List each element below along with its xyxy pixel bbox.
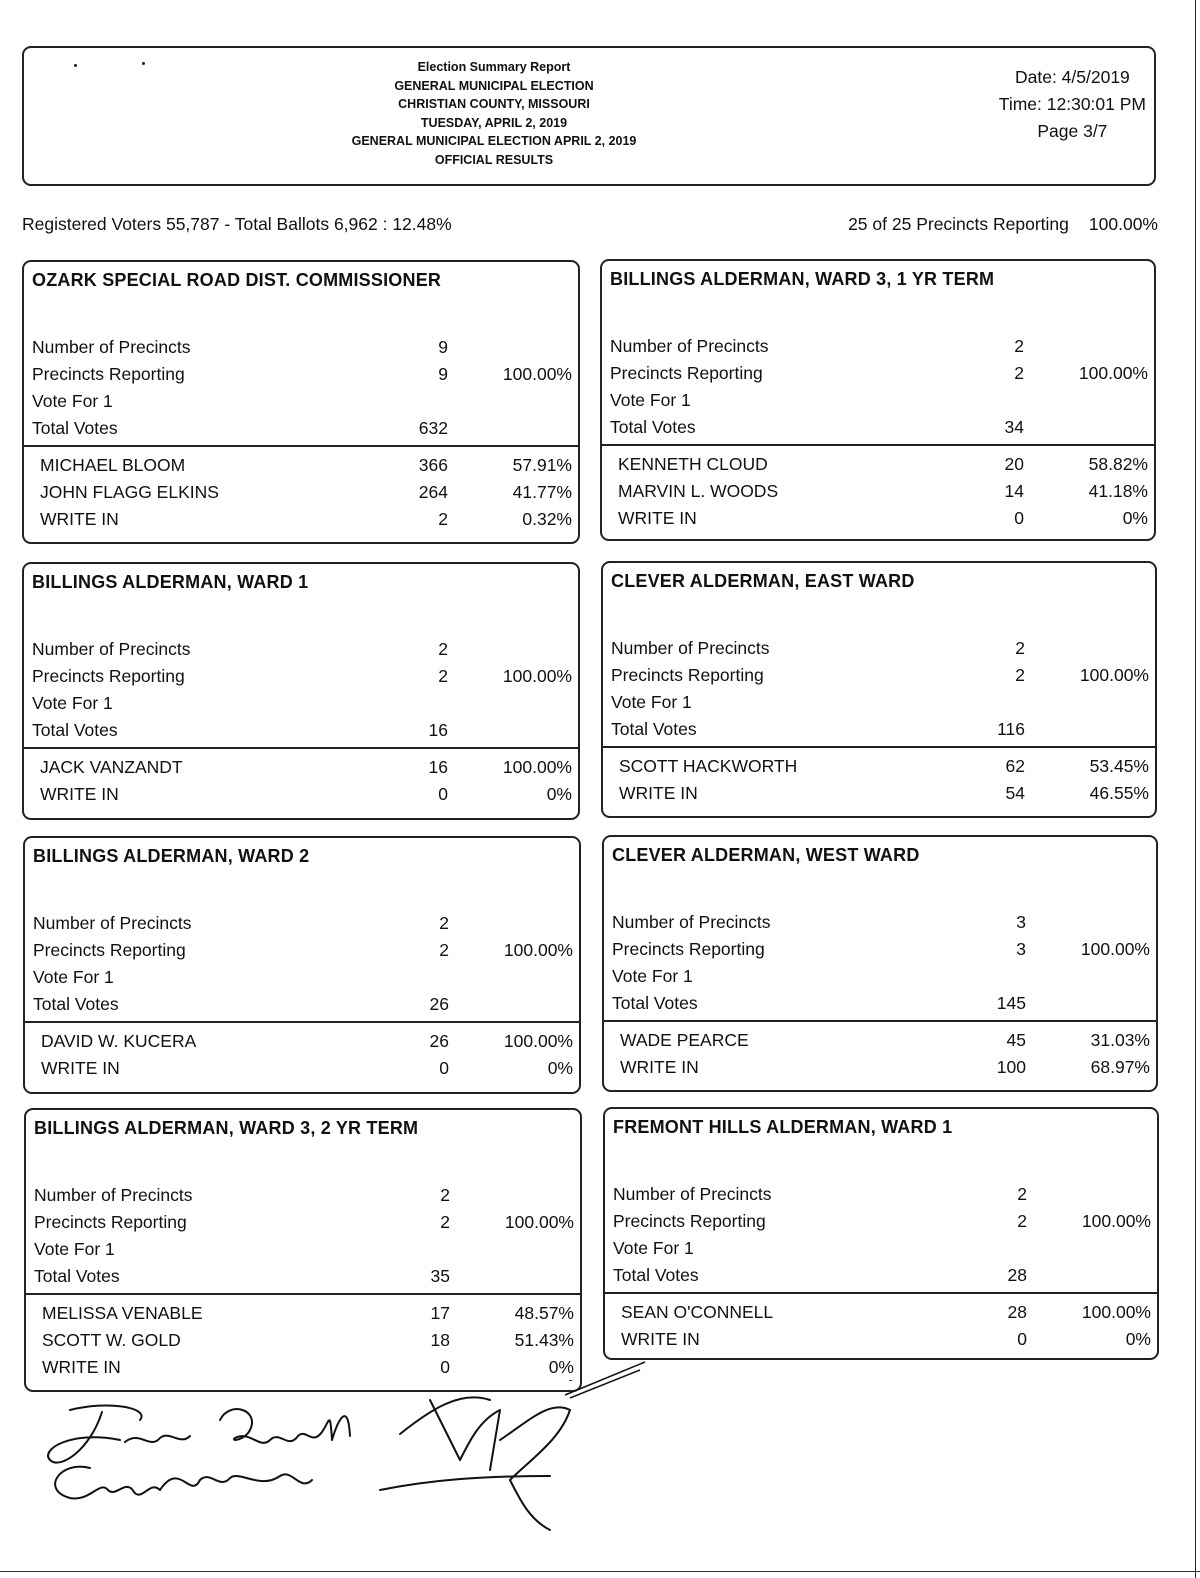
stat-label: Precincts Reporting (32, 364, 185, 384)
report-header (22, 46, 1156, 186)
contest-title: CLEVER ALDERMAN, EAST WARD (611, 571, 915, 591)
signature-stroke (55, 1467, 312, 1499)
candidate-votes: 0 (440, 1357, 450, 1377)
stat-row-total-votes (24, 415, 578, 442)
signature-tail (560, 1360, 650, 1400)
stat-row-reporting (604, 936, 1156, 963)
stat-value: 2 (438, 666, 448, 686)
contest-divider (604, 1020, 1156, 1022)
contest-title: BILLINGS ALDERMAN, WARD 2 (33, 846, 310, 866)
candidate-list (24, 754, 578, 808)
stat-label: Vote For 1 (33, 967, 114, 987)
report-title: Election Summary Report (417, 60, 571, 74)
stat-pct: 100.00% (503, 940, 573, 960)
contest-box (24, 1108, 582, 1392)
page-edge-bottom (0, 1571, 1200, 1572)
page-number: Page 3/7 (1037, 121, 1108, 141)
stat-row-reporting (26, 1209, 580, 1236)
candidate-pct: 46.55% (1089, 783, 1149, 803)
candidate-pct: 0% (547, 1058, 573, 1078)
candidate-list (602, 451, 1154, 532)
stat-label: Number of Precincts (34, 1185, 193, 1205)
stat-row-total-votes (24, 717, 578, 744)
contest-stats (603, 635, 1155, 743)
candidate-row (26, 1300, 580, 1327)
stat-label: Number of Precincts (32, 337, 191, 357)
contest-divider (605, 1292, 1157, 1294)
stat-value: 9 (438, 337, 448, 357)
scan-speck (74, 64, 77, 67)
candidate-votes: 28 (1007, 1302, 1027, 1322)
contest-divider (602, 444, 1154, 446)
stat-label: Total Votes (33, 994, 119, 1014)
candidate-votes: 264 (418, 482, 448, 502)
contest-stats (24, 636, 578, 744)
county-name: CHRISTIAN COUNTY, MISSOURI (398, 97, 590, 111)
stat-label: Precincts Reporting (613, 1211, 766, 1231)
signature-stroke (48, 1405, 141, 1462)
stat-value: 35 (430, 1266, 450, 1286)
candidate-pct: 100.00% (503, 1031, 573, 1051)
contest-divider (24, 747, 578, 749)
contest-stats (25, 910, 579, 1018)
report-meta (999, 64, 1146, 145)
candidate-votes: 45 (1006, 1030, 1026, 1050)
candidate-votes: 0 (439, 1058, 449, 1078)
stat-value: 16 (428, 720, 448, 740)
official-signatures (30, 1380, 650, 1540)
report-date: Date: 4/5/2019 (1014, 67, 1130, 87)
election-name: GENERAL MUNICIPAL ELECTION (394, 78, 594, 93)
candidate-pct: 58.82% (1088, 454, 1148, 474)
stat-pct: 100.00% (502, 666, 572, 686)
election-date: TUESDAY, APRIL 2, 2019 (420, 115, 568, 130)
stat-row-total-votes (26, 1263, 580, 1290)
candidate-row (604, 1054, 1156, 1081)
stat-row-precincts (604, 909, 1156, 936)
candidate-list (603, 753, 1155, 807)
stat-label: Number of Precincts (32, 639, 191, 659)
candidate-row (604, 1027, 1156, 1054)
candidate-list (25, 1028, 579, 1082)
stat-label: Total Votes (610, 417, 696, 437)
signature-stroke (125, 1436, 190, 1442)
stat-value: 9 (438, 364, 448, 384)
contest-title: FREMONT HILLS ALDERMAN, WARD 1 (613, 1117, 953, 1137)
contest-divider (24, 445, 578, 447)
candidate-votes: 26 (429, 1031, 449, 1051)
stat-label: Number of Precincts (33, 913, 192, 933)
candidate-pct: 0% (546, 784, 572, 804)
contest-box (22, 260, 580, 544)
candidate-row (603, 753, 1155, 780)
candidate-pct: 31.03% (1090, 1030, 1150, 1050)
candidate-list (605, 1299, 1157, 1353)
signature-stroke (220, 1409, 350, 1443)
stat-value: 2 (1015, 638, 1025, 658)
candidate-pct: 0% (1122, 508, 1148, 528)
candidate-name: WADE PEARCE (620, 1030, 749, 1050)
candidate-row (24, 452, 578, 479)
candidate-row (24, 479, 578, 506)
precincts-summary (848, 214, 1158, 235)
stat-row-total-votes (604, 990, 1156, 1017)
stat-row-precincts (25, 910, 579, 937)
candidate-row (25, 1028, 579, 1055)
contest-title: OZARK SPECIAL ROAD DIST. COMMISSIONER (32, 270, 442, 290)
candidate-name: WRITE IN (40, 784, 119, 804)
candidate-name: WRITE IN (618, 508, 697, 528)
candidate-name: WRITE IN (620, 1057, 699, 1077)
stat-row-precincts (26, 1182, 580, 1209)
candidate-list (26, 1300, 580, 1381)
stat-pct: 100.00% (1081, 1211, 1151, 1231)
stat-label: Vote For 1 (32, 391, 113, 411)
election-full-name: GENERAL MUNICIPAL ELECTION APRIL 2, 2019 (351, 134, 637, 148)
stat-pct: 100.00% (504, 1212, 574, 1232)
stat-row-vote-for (24, 388, 578, 415)
contest-stats (604, 909, 1156, 1017)
stat-row-reporting (603, 662, 1155, 689)
stat-pct: 100.00% (1079, 665, 1149, 685)
stat-value: 2 (439, 913, 449, 933)
contest-title: BILLINGS ALDERMAN, WARD 3, 1 YR TERM (610, 269, 995, 289)
stat-label: Vote For 1 (32, 693, 113, 713)
stat-row-vote-for (25, 964, 579, 991)
candidate-name: MARVIN L. WOODS (618, 481, 779, 501)
stat-row-reporting (605, 1208, 1157, 1235)
candidate-row (603, 780, 1155, 807)
candidate-pct: 41.18% (1088, 481, 1148, 501)
stat-label: Precincts Reporting (612, 939, 765, 959)
stat-row-precincts (24, 334, 578, 361)
precincts-reporting-pct: 100.00% (1088, 214, 1158, 234)
candidate-name: SEAN O'CONNELL (621, 1302, 774, 1322)
candidate-row (24, 754, 578, 781)
candidate-pct: 0% (1125, 1329, 1151, 1349)
candidate-votes: 18 (430, 1330, 450, 1350)
report-title-block (304, 58, 684, 169)
stat-row-vote-for (604, 963, 1156, 990)
contest-box (22, 562, 580, 820)
candidate-row (26, 1327, 580, 1354)
stat-row-precincts (605, 1181, 1157, 1208)
stat-row-vote-for (602, 387, 1154, 414)
candidate-list (604, 1027, 1156, 1081)
candidate-name: WRITE IN (40, 509, 119, 529)
stat-label: Total Votes (612, 993, 698, 1013)
candidate-name: DAVID W. KUCERA (41, 1031, 197, 1051)
stat-row-reporting (602, 360, 1154, 387)
stat-value: 3 (1016, 912, 1026, 932)
report-time: Time: 12:30:01 PM (998, 94, 1146, 114)
candidate-name: MELISSA VENABLE (42, 1303, 203, 1323)
stat-label: Total Votes (34, 1266, 120, 1286)
stat-label: Vote For 1 (613, 1238, 694, 1258)
stat-value: 145 (996, 993, 1026, 1013)
contest-title: BILLINGS ALDERMAN, WARD 3, 2 YR TERM (34, 1118, 419, 1138)
candidate-name: SCOTT HACKWORTH (619, 756, 798, 776)
stat-row-vote-for (24, 690, 578, 717)
candidate-name: SCOTT W. GOLD (42, 1330, 181, 1350)
candidate-votes: 0 (438, 784, 448, 804)
candidate-pct: 41.77% (512, 482, 572, 502)
stat-value: 26 (429, 994, 449, 1014)
contest-box (601, 561, 1157, 818)
candidate-name: WRITE IN (621, 1329, 700, 1349)
precincts-reporting-text: 25 of 25 Precincts Reporting (848, 214, 1069, 234)
stat-value: 3 (1016, 939, 1026, 959)
stat-label: Total Votes (611, 719, 697, 739)
candidate-pct: 100.00% (502, 757, 572, 777)
candidate-votes: 17 (430, 1303, 450, 1323)
candidate-row (605, 1326, 1157, 1353)
stat-value: 28 (1007, 1265, 1027, 1285)
candidate-row (26, 1354, 580, 1381)
contest-title: CLEVER ALDERMAN, WEST WARD (612, 845, 920, 865)
candidate-name: JACK VANZANDT (40, 757, 183, 777)
stat-row-total-votes (603, 716, 1155, 743)
stat-label: Precincts Reporting (611, 665, 764, 685)
candidate-pct: 68.97% (1090, 1057, 1150, 1077)
candidate-name: JOHN FLAGG ELKINS (40, 482, 219, 502)
stat-row-vote-for (605, 1235, 1157, 1262)
candidate-name: WRITE IN (42, 1357, 121, 1377)
stat-label: Vote For 1 (612, 966, 693, 986)
stat-row-total-votes (602, 414, 1154, 441)
stat-value: 2 (438, 639, 448, 659)
candidate-row (602, 478, 1154, 505)
stat-value: 2 (439, 940, 449, 960)
contest-divider (25, 1021, 579, 1023)
scan-speck (142, 62, 145, 65)
contest-stats (24, 334, 578, 442)
candidate-row (25, 1055, 579, 1082)
candidate-pct: 53.45% (1089, 756, 1149, 776)
stat-label: Vote For 1 (611, 692, 692, 712)
candidate-row (24, 506, 578, 533)
candidate-name: KENNETH CLOUD (618, 454, 768, 474)
candidate-row (602, 505, 1154, 532)
contest-title: BILLINGS ALDERMAN, WARD 1 (32, 572, 309, 592)
stat-row-precincts (603, 635, 1155, 662)
candidate-pct: 0.32% (522, 509, 572, 529)
stat-row-reporting (24, 663, 578, 690)
contest-stats (26, 1182, 580, 1290)
stat-row-vote-for (26, 1236, 580, 1263)
candidate-name: MICHAEL BLOOM (40, 455, 186, 475)
candidate-votes: 0 (1017, 1329, 1027, 1349)
candidate-list (24, 452, 578, 533)
contest-box (23, 836, 581, 1094)
stat-row-reporting (25, 937, 579, 964)
stat-pct: 100.00% (1080, 939, 1150, 959)
stat-value: 2 (1014, 363, 1024, 383)
stat-label: Vote For 1 (610, 390, 691, 410)
stat-row-reporting (24, 361, 578, 388)
candidate-votes: 0 (1014, 508, 1024, 528)
contest-box (602, 835, 1158, 1092)
stat-value: 2 (1017, 1184, 1027, 1204)
signature-stroke (380, 1397, 570, 1530)
stat-row-total-votes (25, 991, 579, 1018)
stat-value: 2 (1014, 336, 1024, 356)
registered-voters-summary: Registered Voters 55,787 - Total Ballots 6,962 : 12.48% (22, 214, 452, 234)
candidate-name: WRITE IN (41, 1058, 120, 1078)
candidate-votes: 366 (418, 455, 448, 475)
stat-value: 116 (997, 719, 1025, 739)
contest-stats (605, 1181, 1157, 1289)
stat-label: Number of Precincts (611, 638, 770, 658)
stat-value: 34 (1004, 417, 1024, 437)
page-edge-right (1195, 0, 1196, 1578)
stat-label: Number of Precincts (612, 912, 771, 932)
candidate-votes: 14 (1004, 481, 1024, 501)
stat-label: Precincts Reporting (34, 1212, 187, 1232)
candidate-row (605, 1299, 1157, 1326)
stat-value: 2 (440, 1212, 450, 1232)
contest-box (600, 259, 1156, 541)
stat-row-precincts (602, 333, 1154, 360)
stat-row-total-votes (605, 1262, 1157, 1289)
candidate-pct: 51.43% (514, 1330, 574, 1350)
stat-value: 2 (1017, 1211, 1027, 1231)
candidate-pct: 57.91% (512, 455, 572, 475)
stat-value: 2 (440, 1185, 450, 1205)
candidate-name: WRITE IN (619, 783, 698, 803)
contest-stats (602, 333, 1154, 441)
results-status: OFFICIAL RESULTS (434, 152, 554, 167)
stat-label: Number of Precincts (613, 1184, 772, 1204)
candidate-pct: 48.57% (514, 1303, 574, 1323)
stat-value: 2 (1015, 665, 1025, 685)
candidate-votes: 54 (1005, 783, 1025, 803)
contest-box (603, 1107, 1159, 1360)
candidate-votes: 20 (1004, 454, 1024, 474)
contest-divider (26, 1293, 580, 1295)
stat-row-precincts (24, 636, 578, 663)
stat-row-vote-for (603, 689, 1155, 716)
stat-label: Vote For 1 (34, 1239, 115, 1259)
candidate-row (24, 781, 578, 808)
candidate-pct: 100.00% (1081, 1302, 1151, 1322)
stat-label: Total Votes (613, 1265, 699, 1285)
candidate-pct: 0% (548, 1357, 574, 1377)
candidate-votes: 2 (438, 509, 448, 529)
candidate-row (602, 451, 1154, 478)
candidate-votes: 100 (996, 1057, 1026, 1077)
stat-label: Precincts Reporting (33, 940, 186, 960)
stat-label: Total Votes (32, 720, 118, 740)
stat-pct: 100.00% (1078, 363, 1148, 383)
candidate-votes: 16 (428, 757, 448, 777)
stat-label: Number of Precincts (610, 336, 769, 356)
stat-label: Total Votes (32, 418, 118, 438)
candidate-votes: 62 (1005, 756, 1025, 776)
stat-label: Precincts Reporting (610, 363, 763, 383)
stat-pct: 100.00% (502, 364, 572, 384)
stat-value: 632 (418, 418, 448, 438)
contest-divider (603, 746, 1155, 748)
stat-label: Precincts Reporting (32, 666, 185, 686)
